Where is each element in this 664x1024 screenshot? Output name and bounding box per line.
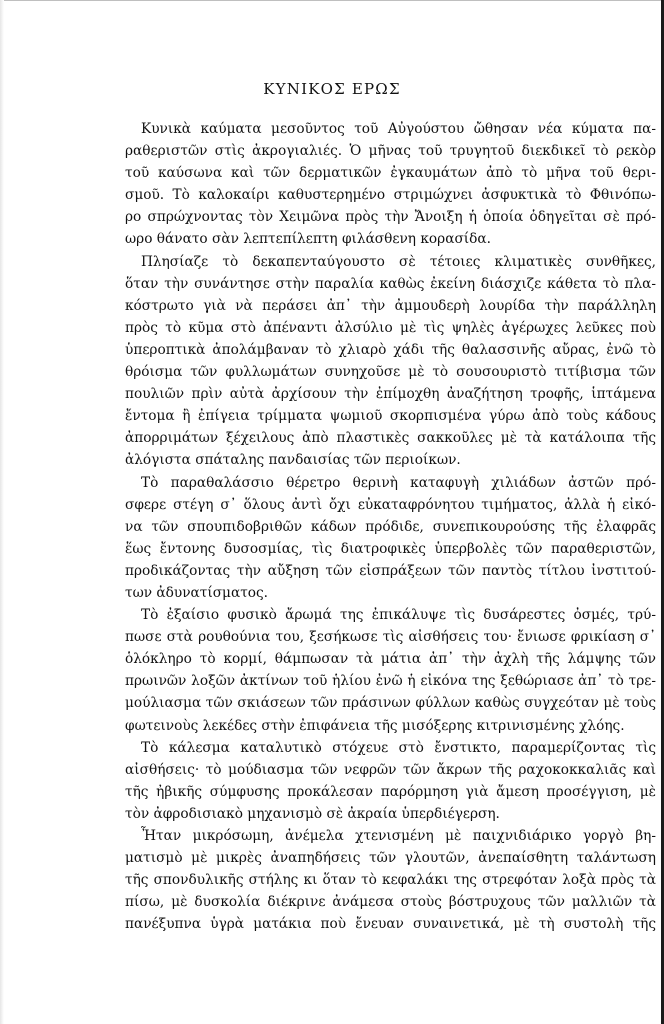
text-line: πωσε στὰ ρουθούνια του, ξεσήκωσε τὶς αἰσθήσεις του· ἔνιωσε φρικίαση σ᾽ [125,629,656,646]
text-line: ὁλόκληρο τὸ κορμί, θάμπωσαν τὰ μάτια ἀπ᾽ τὴν ἀχλὴ τῆς λάμψης τῶν [125,651,656,668]
text-line: ματισμὸ μὲ μικρὲς ἀναπηδήσεις τῶν γλουτῶν, ἀνεπαίσθητη ταλάντωση [125,850,656,867]
text-line: ἀπορριμάτων ξέχειλους ἀπὸ πλαστικὲς σακκοῦλες μὲ τὰ κατάλοιπα τῆς [125,430,656,447]
text-line: Τὸ ἐξαίσιο φυσικὸ ἄρωμά της ἐπικάλυψε τὶς δυσάρεστες ὀσμές, τρύ- [141,607,656,624]
text-line: των ἀδυνατίσματος. [125,584,269,601]
body-text [125,118,656,935]
text-line: Κυνικὰ καύματα μεσοῦντος τοῦ Αὐγούστου ὤθησαν νέα κύματα πα- [141,121,656,137]
text-line: ἀλόγιστα σπάταλης πανδαισίας τῶν περιοίκων. [125,452,461,469]
text-line: ραθεριστῶν στὶς ἀκρογιαλιές. Ὁ μῆνας τοῦ τρυγητοῦ διεκδικεῖ τὸ ρεκὸρ [125,143,656,160]
text-line: πίσω, μὲ δυσκολία διέκρινε ἀνάμεσα στοὺς βόστρυχους τῶν μαλλιῶν τὰ [125,894,656,911]
text-line: ἔντομα ἢ ἐπίγεια τρίμματα ψωμιοῦ σκορπισμένα γύρω ἀπὸ τοὺς κάδους [125,408,656,425]
text-line: να τῶν σπουπιδοβριθῶν κάδων πρόδιδε, συνεπικουρούσης τῆς ἐλαφρᾶς [125,518,656,535]
text-line: πρωινῶν λοξῶν ἀκτίνων τοῦ ἡλίου ἐνῶ ἡ εἰκόνα της ξεθώριασε ἀπ᾽ τὸ τρε- [125,673,656,690]
text-line: ὅταν τὴν συνάντησε στὴν παραλία καθὼς ἐκείνη διάσχιζε κάθετα τὸ πλα- [125,275,656,292]
text-line: ὑπεροπτικὰ ἀπολάμβαναν τὸ χλιαρὸ χάδι τῆς θαλασσινῆς αὔρας, ἐνῶ τὸ [125,341,656,358]
text-line: τοῦ καύσωνα καὶ τῶν δερματικῶν ἐγκαυμάτων ἀπὸ τὸ μῆνα τοῦ θερι- [125,165,656,182]
text-line: Ἦταν μικρόσωμη, ἀνέμελα χτενισμένη μὲ παιχνιδιάρικο γοργὸ βη- [141,828,656,844]
scan-left-shade [0,0,4,1024]
text-line: πουλιῶν πρὶν αὐτὰ ἀρχίσουν τὴν ἐπίμοχθη ἀναζήτηση τροφῆς, ἱπτάμενα [125,386,656,403]
text-line: πανέξυπνα ὑγρὰ ματάκια ποὺ ἔνευαν συναινετικά, μὲ τὴ συστολὴ τῆς [125,916,656,933]
text-line: ρο σπρώχνοντας τὸν Χειμῶνα πρὸς τὴν Ἄνοιξη ἡ ὁποία ὁδηγεῖται σὲ πρό- [125,209,656,226]
text-line: τῆς σπονδυλικῆς στήλης κι ὅταν τὸ κεφαλάκι της στρεφόταν λοξὰ πρὸς τὰ [125,872,656,889]
scan-top-border [0,0,664,1]
text-line: ἕως ἔντονης δυσοσμίας, τὶς διατροφικὲς ὑπερβολὲς τῶν παραθεριστῶν, [125,540,656,557]
text-line: μούλιασμα τῶν σκιάσεων τῶν πράσινων φύλλων καθὼς συγχεόταν μὲ τοὺς [125,695,656,712]
text-line: Πλησίαζε τὸ δεκαπενταύγουστο σὲ τέτοιες κλιματικὲς συνθῆκες, [141,253,656,270]
text-line: τῆς ἠβικῆς σύμφυσης προκάλεσαν παρόρμηση γιὰ ἄμεση προσέγγιση, μὲ [125,783,656,800]
text-line: σφερε στέγη σ᾽ ὅλους ἀντὶ ὄχι εὐκαταφρόνητου τιμήματος, ἀλλὰ ἡ εἰκό- [125,496,656,513]
text-line: Τὸ παραθαλάσσιο θέρετρο θερινὴ καταφυγὴ χιλιάδων ἀστῶν πρό- [141,474,656,491]
text-line: πρὸς τὸ κῦμα στὸ ἀπέναντι ἀλσύλιο μὲ τὶς ψηλὲς ἀγέρωχες λεῦκες ποὺ [125,319,656,336]
text-line: κόστρωτο γιὰ νὰ περάσει ἀπ᾽ τὴν ἀμμουδερὴ λουρίδα τὴν παράλληλη [125,297,656,314]
text-line: ωρο θάνατο σὰν λεπτεπίλεπτη φιλάσθενη κορασίδα. [125,231,491,248]
text-line: Τὸ κάλεσμα καταλυτικὸ στόχευε στὸ ἔνστικτο, παραμερίζοντας τὶς [141,739,656,756]
text-line: αἰσθήσεις· τὸ μούδιασμα τῶν νεφρῶν τῶν ἄκρων τῆς ραχοκοκκαλιᾶς καὶ [125,761,656,778]
text-line: προδικάζοντας τὴν αὔξηση τῶν εἰσπράξεων τῶν παντὸς τίτλου ἰνστιτού- [125,562,656,579]
chapter-title: ΚΥΝΙΚΟΣ ΕΡΩΣ [263,80,401,98]
text-line: σμοῦ. Τὸ καλοκαίρι καθυστερημένο στριμώχνει ἀσφυκτικὰ τὸ Φθινόπω- [125,187,656,204]
text-line: θρόισμα τῶν φυλλωμάτων συνηχοῦσε μὲ τὸ σουσουριστὸ τιτίβισμα τῶν [125,364,656,381]
text-line: τὸν ἀφροδισιακὸ μηχανισμὸ σὲ ἀκραία ὑπερδιέγερση. [125,805,500,822]
text-line: φωτεινοὺς λεκέδες στὴν ἐπιφάνεια τῆς μισόξερης κιτρινισμένης χλόης. [125,717,625,734]
